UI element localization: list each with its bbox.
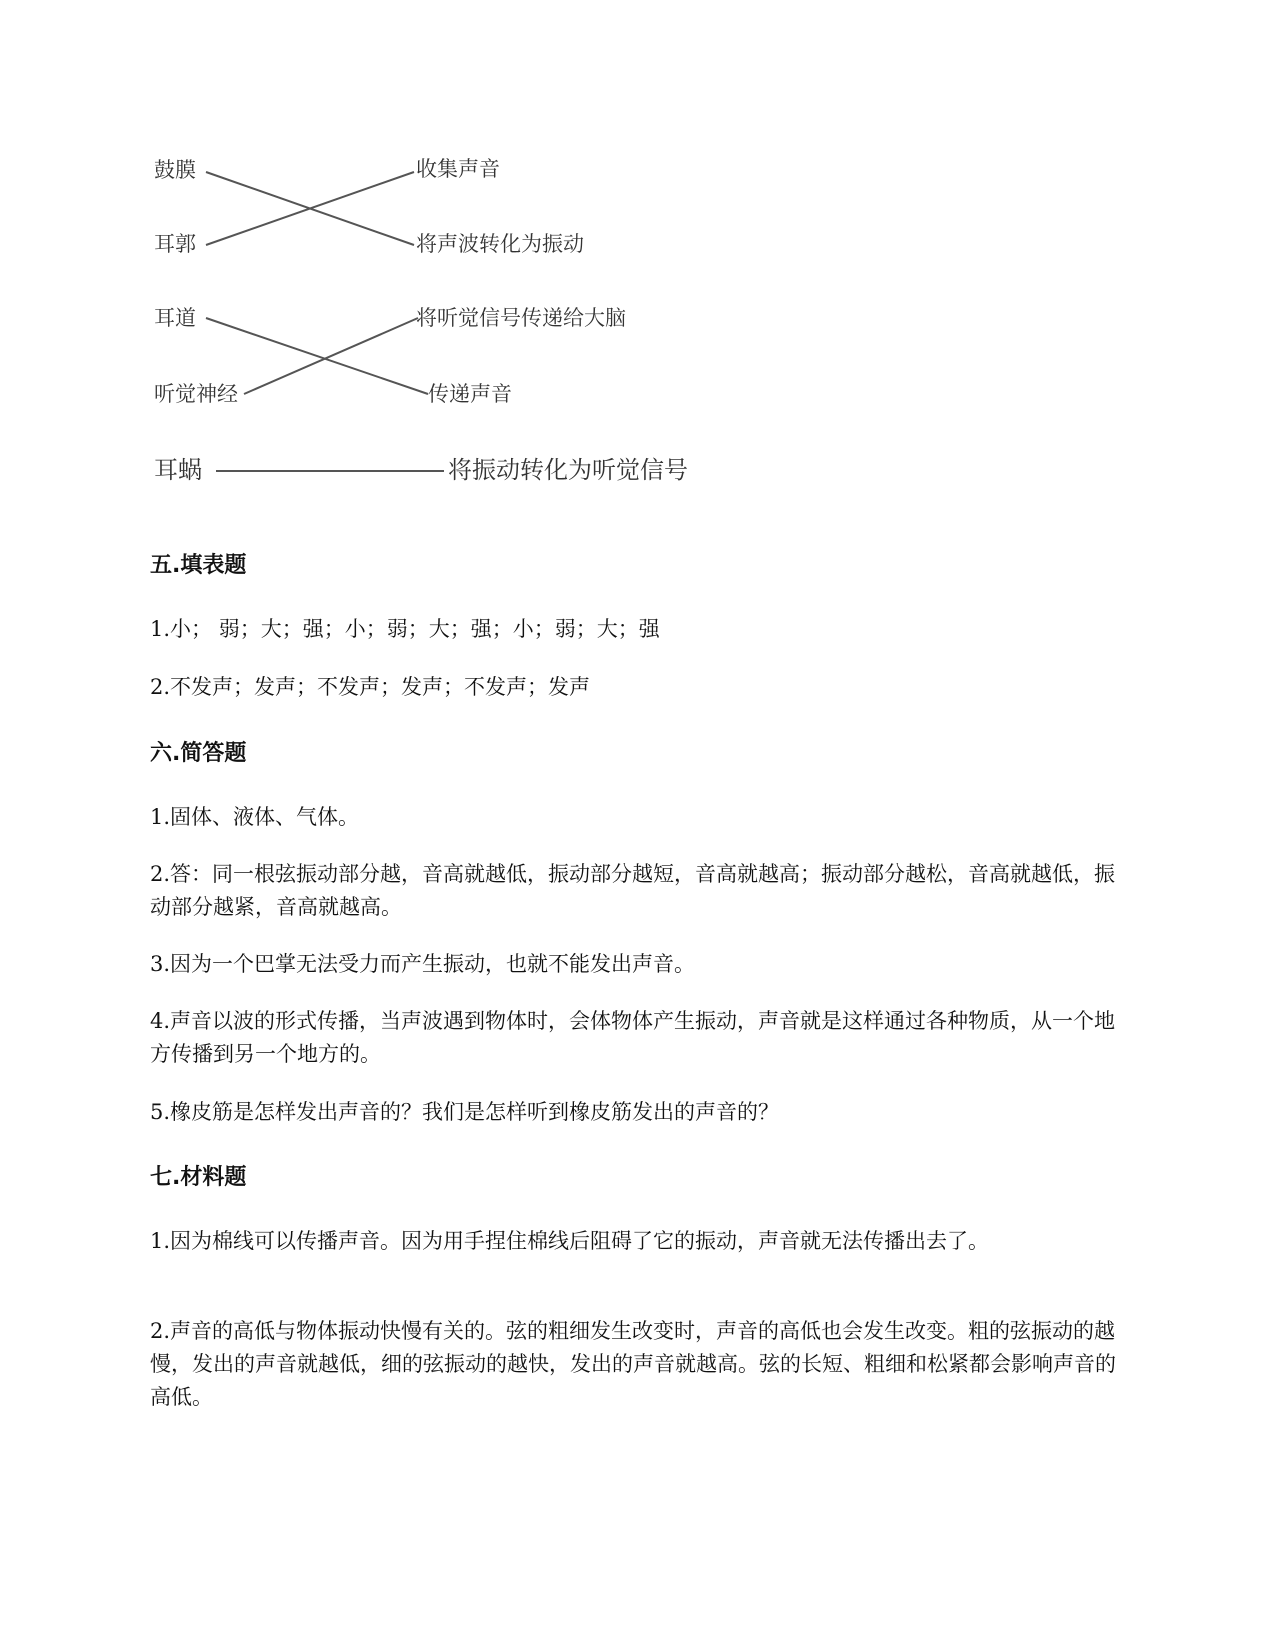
answer-item: 3.因为一个巴掌无法受力而产生振动，也就不能发出声音。	[150, 952, 696, 976]
section-heading-short-answer: 六.简答题	[150, 741, 247, 766]
match-right-label: 将声波转化为振动	[416, 232, 584, 256]
match-right-label: 将振动转化为听觉信号	[448, 456, 688, 484]
answer-item: 1.因为棉线可以传播声音。因为用手捏住棉线后阻碍了它的振动，声音就无法传播出去了。	[150, 1229, 990, 1253]
answer-item: 5.橡皮筋是怎样发出声音的？我们是怎样听到橡皮筋发出的声音的？	[150, 1100, 780, 1124]
section-heading-fill-table: 五.填表题	[150, 553, 247, 578]
match-left-label: 耳道	[154, 306, 196, 330]
matching-lines	[0, 0, 1275, 520]
answer-item: 1.固体、液体、气体。	[150, 805, 360, 829]
answer-item: 2.不发声；发声；不发声；发声；不发声；发声	[150, 675, 591, 699]
match-left-label: 鼓膜	[154, 158, 196, 182]
match-right-label: 收集声音	[416, 157, 500, 181]
matching-diagram	[0, 0, 1275, 520]
match-right-label: 将听觉信号传递给大脑	[416, 306, 626, 330]
match-left-label: 听觉神经	[154, 382, 238, 406]
answer-item: 2.声音的高低与物体振动快慢有关的。弦的粗细发生改变时，声音的高低也会发生改变。粗的弦振动的越慢，发出的声音就越低，细的弦振动的越快，发出的声音就越高。弦的长短、粗细和松紧都会影响声音的高低。	[150, 1319, 1116, 1409]
match-left-label: 耳郭	[154, 232, 196, 256]
section-heading-material: 七.材料题	[150, 1165, 247, 1190]
match-left-label: 耳蜗	[154, 456, 202, 484]
match-right-label: 传递声音	[428, 382, 512, 406]
answer-item: 4.声音以波的形式传播，当声波遇到物体时，会体物体产生振动，声音就是这样通过各种物质，从一个地方传播到另一个地方的。	[150, 1009, 1116, 1066]
connector-line	[206, 318, 428, 394]
answer-item: 2.答：同一根弦振动部分越，音高就越低，振动部分越短，音高就越高；振动部分越松，音高就越低，振动部分越紧，音高就越高。	[150, 862, 1116, 919]
answer-item: 1.小； 弱；大；强；小；弱；大；强；小；弱；大；强	[150, 617, 660, 641]
